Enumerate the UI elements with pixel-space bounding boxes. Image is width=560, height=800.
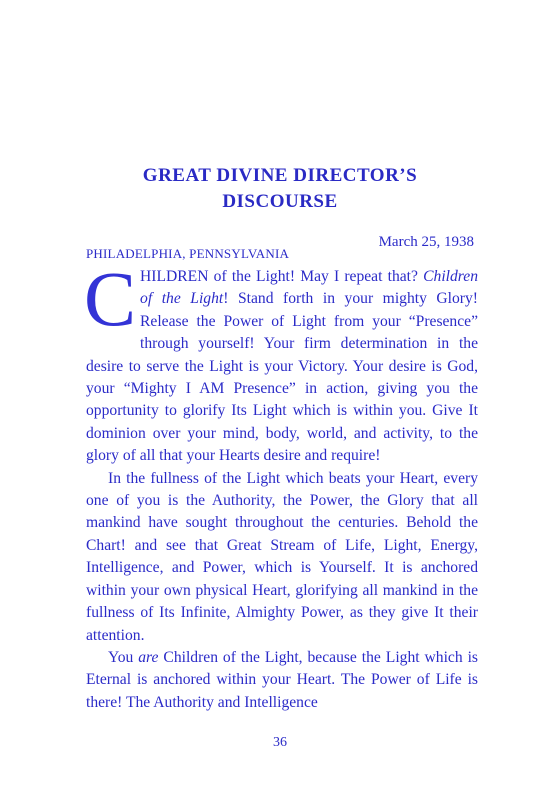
discourse-location: PHILADELPHIA, PENNSYLVANIA [86,246,290,261]
drop-cap: C [84,255,137,342]
paragraph-1-text-a: HILDREN of the Light! May I repeat that? [140,268,424,285]
paragraph-1-text-b: ! Stand forth in your mighty Glory! Release the Power of Light from your “Presence” through yourself! Your firm determination in the desire to serve the Light is your Victory. Your desire is God, your “Mighty I AM Presence” in action, giving you the opportunity to glorify Its Light which is within you. Give It dominion over your mind, body, world, and activity, to the glory of all that your Hearts desire and require! [86,290,478,465]
discourse-body [84,255,478,714]
paragraph-3-italic: are [138,648,159,666]
discourse-date: March 25, 1938 [378,234,474,250]
paragraph-3-text-b: Children of the Light, because the Light which is Eternal is anchored within your Heart. The Power of Life is there! The Authority and Intelligence [86,648,478,711]
paragraph-1 [84,255,478,468]
title-line-2: DISCOURSE [222,191,338,212]
paragraph-1-italic: Children of the Light [140,268,478,308]
paragraph-2: In the fullness of the Light which beats your Heart, every one of you is the Authority, the Power, the Glory that all mankind have sought throughout the centuries. Behold the Chart! and see that Great Stream of Life, Light, Energy, Intelligence, and Power, which is Yourself. It is anchored within your own physical Heart, glorifying all mankind in the fullness of Its Infinite, Almighty Power, as they give It their attention. [86,469,478,644]
title-line-1: GREAT DIVINE DIRECTOR’S [142,165,418,186]
page-title [0,163,560,215]
paragraph-3 [86,647,478,714]
page-number: 36 [273,735,287,750]
paragraph-3-text-a: You [108,648,139,666]
